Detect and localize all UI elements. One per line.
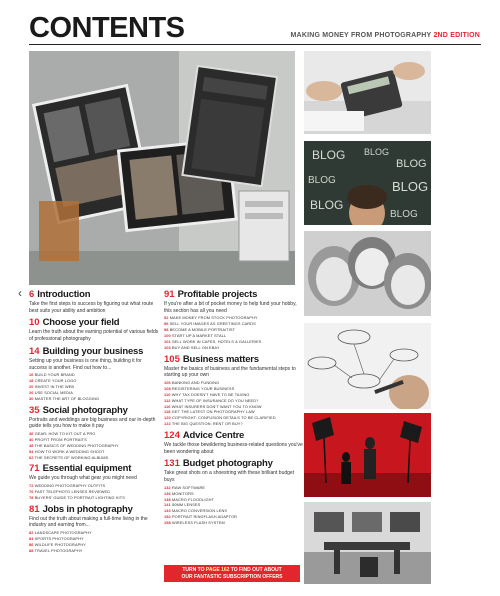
- item-title: MASTER THE ART OF BLOGGING: [34, 395, 100, 401]
- list-item[interactable]: [29, 548, 161, 554]
- item-title: WILDLIFE PHOTOGRAPHY: [34, 541, 86, 547]
- item-page-number: 54: [29, 448, 34, 454]
- section-page-number: 91: [164, 289, 175, 300]
- section-heading[interactable]: [29, 318, 161, 328]
- studio-photo: [304, 413, 431, 497]
- section-description: Master the basics of business and the fundamental steps to starting up your own: [164, 365, 296, 379]
- item-title: MACRO FLOODLIGHT: [171, 496, 215, 502]
- item-title: WHAT TYPE OF INSURANCE DO YOU NEED?: [171, 397, 259, 403]
- item-page-number: 30: [29, 395, 34, 401]
- contents-section: [29, 347, 161, 402]
- item-page-number: 92: [164, 315, 169, 321]
- header-rule: [29, 44, 481, 45]
- section-title: Jobs in photography: [42, 503, 133, 515]
- section-title: Profitable projects: [177, 289, 258, 300]
- promo-post: TO FIND OUT ABOUT: [230, 567, 282, 573]
- item-page-number: 40: [29, 437, 34, 443]
- section-page-number: 35: [29, 404, 40, 416]
- item-title: RAW SOFTWARE: [171, 484, 206, 490]
- item-title: MONITORS: [171, 490, 194, 496]
- section-title: Choose your field: [42, 317, 120, 329]
- item-page-number: 116: [164, 403, 171, 409]
- item-title: WIRELESS FLASH SYSTEM: [171, 520, 225, 526]
- item-title: SELL YOUR IMAGES AS GREETINGS CARDS: [169, 321, 256, 327]
- item-title: MAKE MONEY FROM STOCK PHOTOGRAPHY: [169, 315, 258, 321]
- subscription-promo-banner[interactable]: [164, 565, 300, 582]
- section-description: We guide you through what gear you might need: [29, 475, 137, 482]
- blog-word: BLOG: [312, 148, 346, 162]
- list-item[interactable]: [164, 345, 304, 351]
- section-page-number: 6: [29, 289, 35, 300]
- item-page-number: 158: [164, 520, 171, 526]
- item-page-number: 84: [29, 536, 34, 542]
- item-title: REGISTERING YOUR BUSINESS: [171, 385, 235, 391]
- children-photo: [304, 231, 431, 316]
- item-page-number: 103: [164, 344, 171, 350]
- section-heading[interactable]: [29, 347, 161, 357]
- item-title: GEAR: HOW TO KIT OUT A PRO: [34, 431, 96, 437]
- section-item-list: [164, 485, 304, 526]
- item-page-number: 88: [29, 547, 34, 553]
- blog-word: BLOG: [308, 175, 336, 186]
- section-item-list: [29, 530, 161, 553]
- section-item-list: [29, 372, 161, 401]
- item-page-number: 48: [29, 442, 34, 448]
- item-title: PORTRAIT RINGFLASH ADAPTOR: [171, 514, 238, 520]
- list-item[interactable]: [29, 455, 161, 461]
- section-heading[interactable]: [29, 464, 161, 474]
- section-description: Take the first steps to success by figuring out what route best suits your ability and ambition: [29, 300, 154, 314]
- item-title: PROFIT FROM PORTRAITS: [34, 437, 87, 443]
- edition-badge: 2ND EDITION: [433, 32, 480, 39]
- office-photo: [304, 502, 431, 584]
- item-page-number: 20: [29, 384, 34, 390]
- blog-word: BLOG: [392, 179, 429, 194]
- section-description: Find out the truth about making a full-time living in the industry and earning from...: [29, 515, 148, 529]
- item-title: THE SECRETS OF WORKING ALBUMS: [34, 454, 109, 460]
- item-page-number: 72: [29, 483, 34, 489]
- section-description: If you're after a bit of pocket money to help fund your hobby, this section has all you need: [164, 300, 297, 314]
- section-title: Advice Centre: [182, 429, 245, 441]
- calculator-photo: [304, 51, 431, 134]
- item-title: COPYRIGHT: CONFUSION DETAILS TO BE CLARIFIED: [171, 415, 276, 421]
- section-description: Learn the truth about the earning potential of various fields of professional photography: [29, 329, 159, 343]
- item-title: SPORTS PHOTOGRAPHY: [34, 536, 84, 542]
- section-title: Business matters: [182, 353, 259, 365]
- list-item[interactable]: [164, 520, 304, 526]
- item-title: HOW TO WORK A WEDDING SHOOT: [34, 448, 105, 454]
- item-page-number: 78: [29, 494, 34, 500]
- promo-page-link[interactable]: PAGE 162: [205, 567, 230, 573]
- contents-section: [29, 505, 161, 554]
- section-page-number: 14: [29, 345, 40, 357]
- mindmap-photo: [304, 323, 431, 409]
- item-title: LANDSCAPE PHOTOGRAPHY: [34, 530, 92, 536]
- item-title: GET THE LATEST ON PHOTOGRAPHY LAW: [171, 409, 255, 415]
- contents-section: [29, 464, 161, 500]
- section-page-number: 131: [164, 458, 180, 470]
- section-description: Setting up your business is one thing, building it for success is another. Find out how to...: [29, 357, 142, 371]
- blog-word: BLOG: [364, 147, 390, 157]
- item-page-number: 26: [29, 389, 34, 395]
- item-page-number: 122: [164, 421, 171, 427]
- section-item-list: [164, 315, 304, 350]
- promo-line-1: [164, 567, 300, 574]
- section-page-number: 71: [29, 463, 40, 475]
- item-title: START UP A MARKET STALL: [171, 333, 227, 339]
- section-title: Introduction: [37, 289, 91, 300]
- item-page-number: 108: [164, 385, 171, 391]
- page-title: CONTENTS: [29, 12, 185, 44]
- section-page-number: 81: [29, 503, 40, 515]
- item-page-number: 100: [164, 333, 171, 339]
- item-page-number: 138: [164, 496, 171, 502]
- item-title: MACRO CONVERSION LENS: [171, 508, 228, 514]
- item-title: THE BASICS OF WEDDING PHOTOGRAPHY: [34, 442, 119, 448]
- blog-word: BLOG: [396, 158, 427, 170]
- contents-section: [29, 318, 161, 342]
- item-page-number: 143: [164, 508, 171, 514]
- contents-section: [164, 290, 304, 351]
- contents-column-left: [29, 290, 161, 558]
- section-item-list: [164, 380, 304, 427]
- blog-word: BLOG: [310, 198, 344, 212]
- item-title: INVEST IN THE WEB: [34, 384, 75, 390]
- item-page-number: 132: [164, 484, 171, 490]
- item-title: 50MM LENSES: [171, 502, 201, 508]
- item-page-number: 110: [164, 391, 171, 397]
- section-heading[interactable]: [164, 290, 304, 300]
- item-title: SELL WORK IN CAFES, HOTELS & GALLERIES: [171, 338, 262, 344]
- item-title: BUILD YOUR BRAND: [34, 372, 75, 378]
- item-page-number: 18: [29, 378, 34, 384]
- item-title: BECOME A MOBILE PORTRAITIST: [169, 327, 236, 333]
- item-page-number: 36: [29, 431, 34, 437]
- section-page-number: 10: [29, 317, 40, 329]
- item-page-number: 101: [164, 338, 171, 344]
- section-page-number: 105: [164, 353, 180, 365]
- blog-chalkboard-photo: [304, 141, 431, 225]
- subtitle-text: MAKING MONEY FROM PHOTOGRAPHY: [290, 32, 432, 39]
- item-page-number: 136: [164, 490, 171, 496]
- contents-section: [164, 431, 304, 455]
- section-description: Take great shots on a shoestring with these brilliant budget buys: [164, 470, 295, 484]
- item-page-number: 82: [29, 530, 34, 536]
- contents-section: [164, 459, 304, 525]
- section-heading[interactable]: [164, 355, 304, 365]
- item-page-number: 106: [164, 380, 171, 386]
- item-title: USE SOCIAL MEDIA: [34, 389, 73, 395]
- section-title: Social photography: [42, 404, 128, 416]
- contents-section: [164, 355, 304, 427]
- section-title: Budget photography: [182, 458, 273, 470]
- item-title: TRAVEL PHOTOGRAPHY: [34, 547, 83, 553]
- item-title: WHAT INSURERS DON'T WANT YOU TO KNOW: [171, 403, 262, 409]
- list-item[interactable]: [29, 495, 161, 501]
- item-title: CREATE YOUR LOGO: [34, 378, 77, 384]
- item-page-number: 86: [29, 541, 34, 547]
- item-page-number: 120: [164, 415, 171, 421]
- list-item[interactable]: [164, 421, 304, 427]
- item-page-number: 152: [164, 514, 171, 520]
- item-title: BUY AND SELL ON EBAY: [171, 344, 220, 350]
- list-item[interactable]: [29, 396, 161, 402]
- section-description: We tackle those bewildering business-related questions you've been wondering about: [164, 441, 303, 455]
- section-heading[interactable]: [164, 459, 304, 469]
- item-page-number: 62: [29, 454, 34, 460]
- section-description: Portraits and weddings are big business and our in-depth guide tells you how to make it pay: [29, 416, 156, 430]
- hero-photo: [29, 51, 295, 285]
- contents-section: [29, 406, 161, 461]
- contents-column-middle: [164, 290, 304, 530]
- blog-word: BLOG: [390, 209, 418, 220]
- item-title: BUYERS' GUIDE TO PORTRAIT LIGHTING KITS: [34, 494, 125, 500]
- item-title: WEDDING PHOTOGRAPHY OUTFITS: [34, 483, 106, 489]
- item-page-number: 16: [29, 372, 34, 378]
- contents-section: [29, 290, 161, 314]
- section-heading[interactable]: [29, 505, 161, 515]
- section-heading[interactable]: [29, 406, 161, 416]
- promo-line-2: OUR FANTASTIC SUBSCRIPTION OFFERS: [181, 573, 283, 580]
- item-title: BANKING AND FUNDING: [171, 380, 220, 386]
- section-heading[interactable]: [29, 290, 161, 300]
- item-page-number: 118: [164, 409, 171, 415]
- item-title: WHY TAX DOESN'T HAVE TO BE TAXING: [171, 391, 250, 397]
- item-page-number: 76: [29, 489, 34, 495]
- section-heading[interactable]: [164, 431, 304, 441]
- section-title: Essential equipment: [42, 463, 132, 475]
- promo-pre: TURN TO: [182, 567, 205, 573]
- section-title: Building your business: [42, 345, 144, 357]
- item-title: FAST TELEPHOTO LENSES REVIEWED: [34, 489, 111, 495]
- chevron-left-icon[interactable]: ‹: [18, 286, 22, 300]
- item-title: THE BIG QUESTION: RENT OR BUY?: [171, 421, 243, 427]
- section-page-number: 124: [164, 429, 180, 441]
- item-page-number: 141: [164, 502, 171, 508]
- section-item-list: [29, 483, 161, 501]
- item-page-number: 96: [164, 321, 169, 327]
- item-page-number: 112: [164, 397, 171, 403]
- section-item-list: [29, 431, 161, 460]
- item-page-number: 98: [164, 327, 169, 333]
- page-subtitle: [291, 32, 480, 39]
